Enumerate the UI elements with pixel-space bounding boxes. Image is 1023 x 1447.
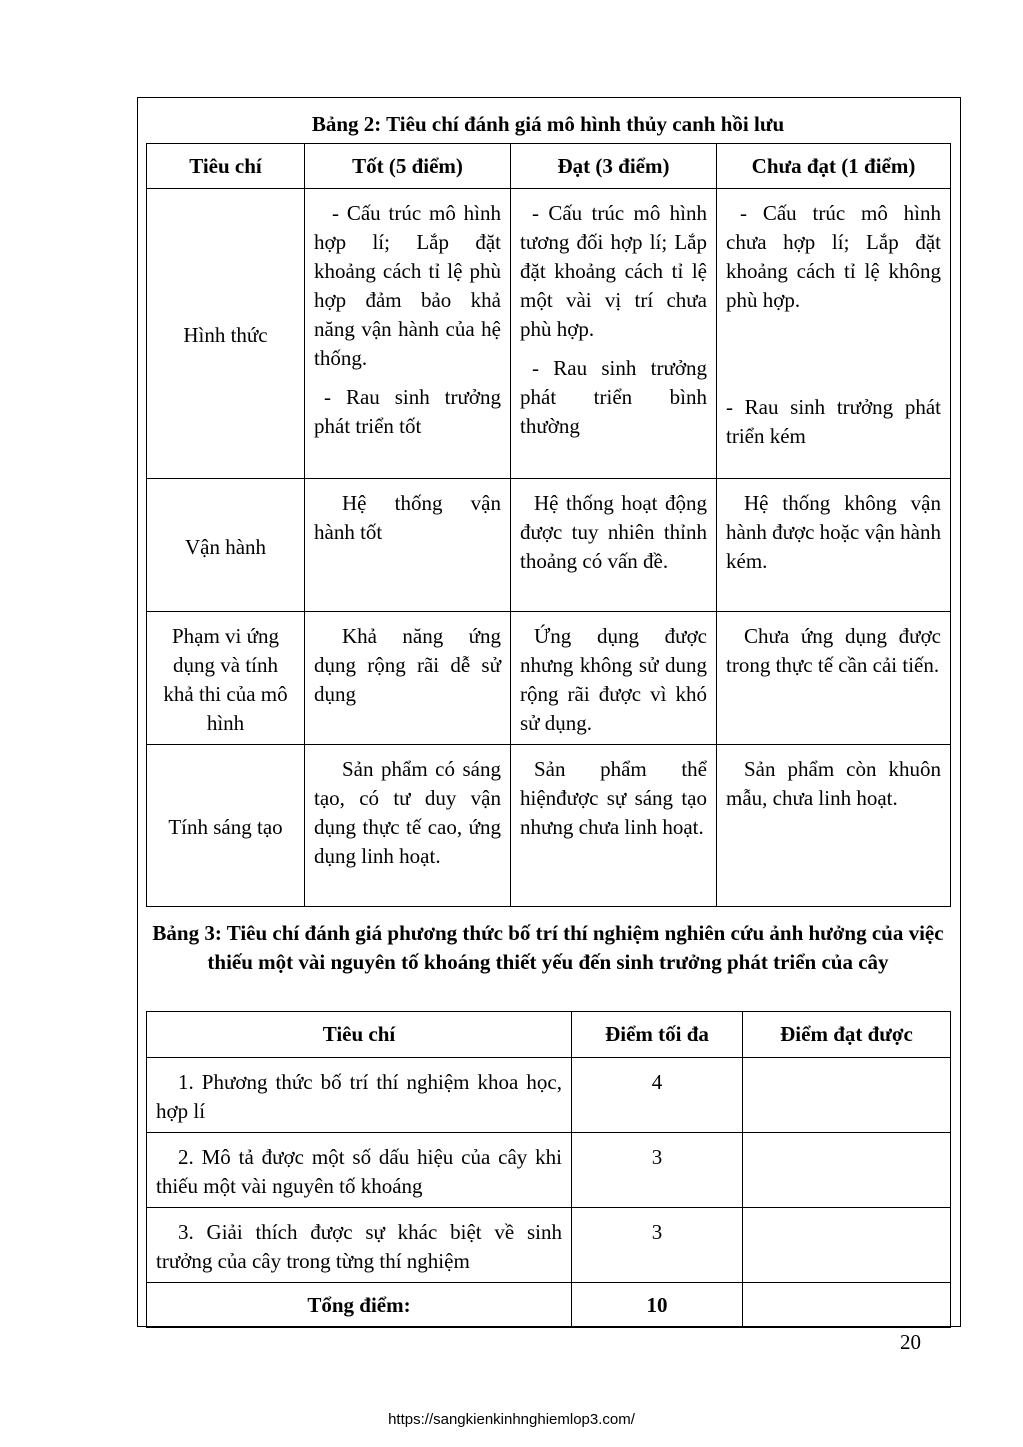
max-score-cell: 3 — [572, 1208, 743, 1283]
criterion-cell — [147, 1058, 572, 1133]
table3-caption: Bảng 3: Tiêu chí đánh giá phương thức bố trí thí nghiệm nghiên cứu ảnh hưởng của việc thiếu một vài nguyên tố khoáng thiết yếu đến sinh trưởng phát triển của cây — [152, 921, 944, 974]
total-label: Tổng điểm: — [147, 1283, 572, 1328]
criterion-cell: Hình thức — [147, 189, 305, 479]
table2 — [146, 143, 951, 907]
pass-cell — [511, 479, 717, 612]
max-score-cell: 4 — [572, 1058, 743, 1133]
fail-text: Chưa ứng dụng được trong thực tế cần cải tiến. — [726, 624, 941, 677]
criterion-cell — [147, 1133, 572, 1208]
page-number: 20 — [900, 1330, 921, 1354]
criterion-text: 3. Giải thích được sự khác biệt về sinh trưởng của cây trong từng thí nghiệm — [156, 1220, 562, 1273]
pass-text: Ứng dụng được nhưng không sử dung rộng rãi được vì khó sử dụng. — [520, 624, 707, 735]
table2-header-row — [147, 144, 951, 189]
criterion-cell: Vận hành — [147, 479, 305, 612]
good-text: Sản phẩm có sáng tạo, có tư duy vận dụng thực tế cao, ứng dụng linh hoạt. — [314, 757, 501, 868]
criterion-cell: Tính sáng tạo — [147, 745, 305, 907]
fail-cell — [717, 745, 951, 907]
achieved-score-cell — [743, 1058, 951, 1133]
table2-row — [147, 745, 951, 907]
table3-total-row — [147, 1283, 951, 1328]
table3-header-achieved: Điểm đạt được — [743, 1012, 951, 1058]
fail-text: - Rau sinh trưởng phát triển kém — [726, 395, 941, 448]
total-max-score: 10 — [572, 1283, 743, 1328]
pass-cell — [511, 189, 717, 479]
criterion-cell: Phạm vi ứng dụng và tính khả thi của mô hình — [147, 612, 305, 745]
criterion-text: 1. Phương thức bố trí thí nghiệm khoa học, hợp lí — [156, 1070, 562, 1123]
footer-url: https://sangkienkinhnghiemlop3.com/ — [388, 1411, 635, 1428]
table2-row — [147, 479, 951, 612]
fail-cell — [717, 612, 951, 745]
fail-text: - Cấu trúc mô hình chưa hợp lí; Lắp đặt khoảng cách tỉ lệ không phù hợp. — [726, 201, 941, 312]
table3-row — [147, 1133, 951, 1208]
total-achieved-score — [743, 1283, 951, 1328]
good-cell — [305, 189, 511, 479]
good-cell — [305, 745, 511, 907]
criterion-cell — [147, 1208, 572, 1283]
achieved-score-cell — [743, 1208, 951, 1283]
table2-header-criterion: Tiêu chí — [147, 144, 305, 189]
table2-header-fail: Chưa đạt (1 điểm) — [717, 144, 951, 189]
max-score-cell: 3 — [572, 1133, 743, 1208]
good-text: Khả năng ứng dụng rộng rãi dễ sử dụng — [314, 624, 501, 706]
criterion-text: 2. Mô tả được một số dấu hiệu của cây khi thiếu một vài nguyên tố khoáng — [156, 1145, 562, 1198]
fail-text: Sản phẩm còn khuôn mẫu, chưa linh hoạt. — [726, 757, 941, 810]
table3-header-criterion: Tiêu chí — [147, 1012, 572, 1058]
table2-header-pass: Đạt (3 điểm) — [511, 144, 717, 189]
table2-row — [147, 612, 951, 745]
table3-row — [147, 1058, 951, 1133]
table2-header-good: Tốt (5 điểm) — [305, 144, 511, 189]
fail-text: Hệ thống không vận hành được hoặc vận hành kém. — [726, 491, 941, 573]
pass-text: - Rau sinh trưởng phát triển bình thường — [520, 356, 707, 438]
pass-cell — [511, 612, 717, 745]
fail-cell — [717, 479, 951, 612]
good-text: - Cấu trúc mô hình hợp lí; Lắp đặt khoảng cách tỉ lệ phù hợp đảm bảo khả năng vận hành của hệ thống. — [314, 201, 501, 370]
pass-cell — [511, 745, 717, 907]
good-cell — [305, 479, 511, 612]
good-cell — [305, 612, 511, 745]
table3-header-row — [147, 1012, 951, 1058]
good-text: - Rau sinh trưởng phát triển tốt — [314, 385, 501, 438]
table2-caption: Bảng 2: Tiêu chí đánh giá mô hình thủy canh hồi lưu — [311, 112, 785, 136]
pass-text: Sản phẩm thể hiệnđược sự sáng tạo nhưng chưa linh hoạt. — [520, 757, 707, 839]
pass-text: Hệ thống hoạt động được tuy nhiên thỉnh thoảng có vấn đề. — [520, 491, 707, 573]
table2-row — [147, 189, 951, 479]
pass-text: - Cấu trúc mô hình tương đối hợp lí; Lắp đặt khoảng cách tỉ lệ một vài vị trí chưa phù hợp. — [520, 201, 707, 341]
fail-cell — [717, 189, 951, 479]
table3-row — [147, 1208, 951, 1283]
table3-header-max: Điểm tối đa — [572, 1012, 743, 1058]
achieved-score-cell — [743, 1133, 951, 1208]
good-text: Hệ thống vận hành tốt — [314, 491, 501, 544]
table3 — [146, 1011, 951, 1328]
